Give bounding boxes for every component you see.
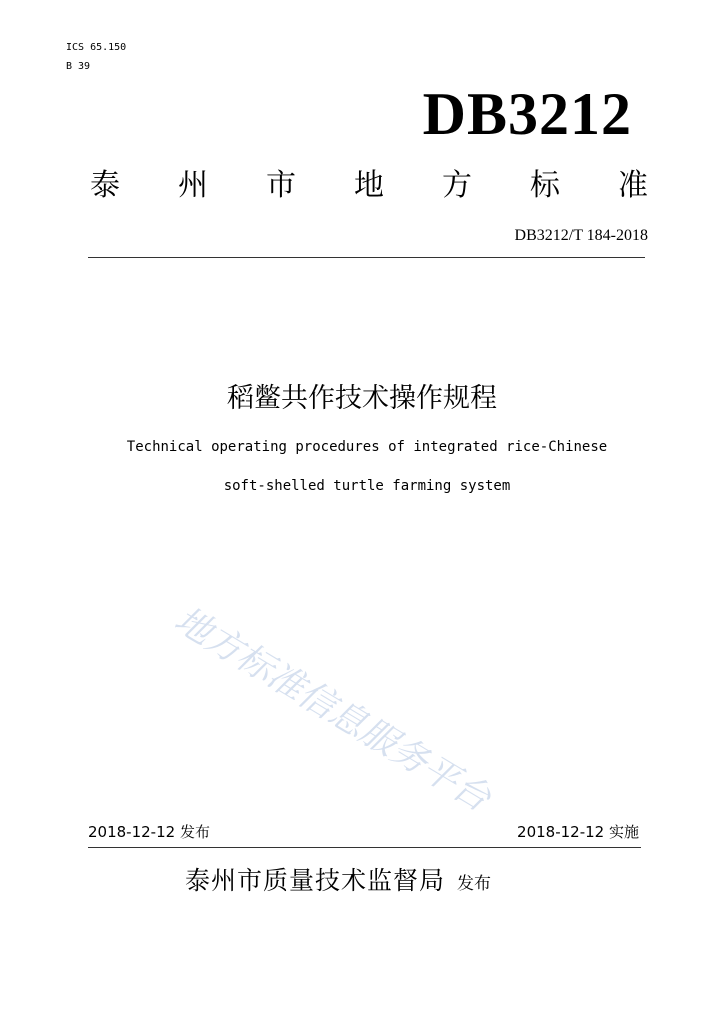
standard-kind [88, 168, 650, 204]
ics-code: ICS 65.150 [66, 42, 127, 53]
top-divider [88, 257, 645, 258]
standard-kind-char: 州 [178, 168, 208, 203]
issuer-action: 发布 [457, 874, 492, 894]
title-english-line-2: soft-shelled turtle farming system [223, 478, 511, 494]
watermark: 地方标准信息服务平台 [167, 599, 498, 820]
standard-kind-char: 泰 [90, 168, 120, 203]
standard-kind-char: 准 [618, 168, 648, 203]
issuer [185, 866, 491, 899]
ccs-code: B 39 [66, 61, 91, 72]
issuer-name: 泰州市质量技术监督局 [185, 866, 446, 895]
standard-kind-char: 方 [442, 168, 472, 203]
standard-kind-char: 市 [266, 168, 296, 203]
implementation-date: 2018-12-12 实施 [517, 823, 639, 841]
title-chinese: 稻鳖共作技术操作规程 [227, 383, 497, 414]
standard-number: DB3212/T 184-2018 [514, 227, 648, 244]
issue-date: 2018-12-12 发布 [88, 823, 210, 841]
bottom-divider [88, 847, 641, 848]
title-english-line-1: Technical operating procedures of integrated rice-Chinese [126, 439, 608, 455]
standard-code: DB3212 [422, 81, 632, 147]
standard-kind-char: 地 [354, 168, 384, 203]
standard-kind-char: 标 [530, 168, 560, 203]
